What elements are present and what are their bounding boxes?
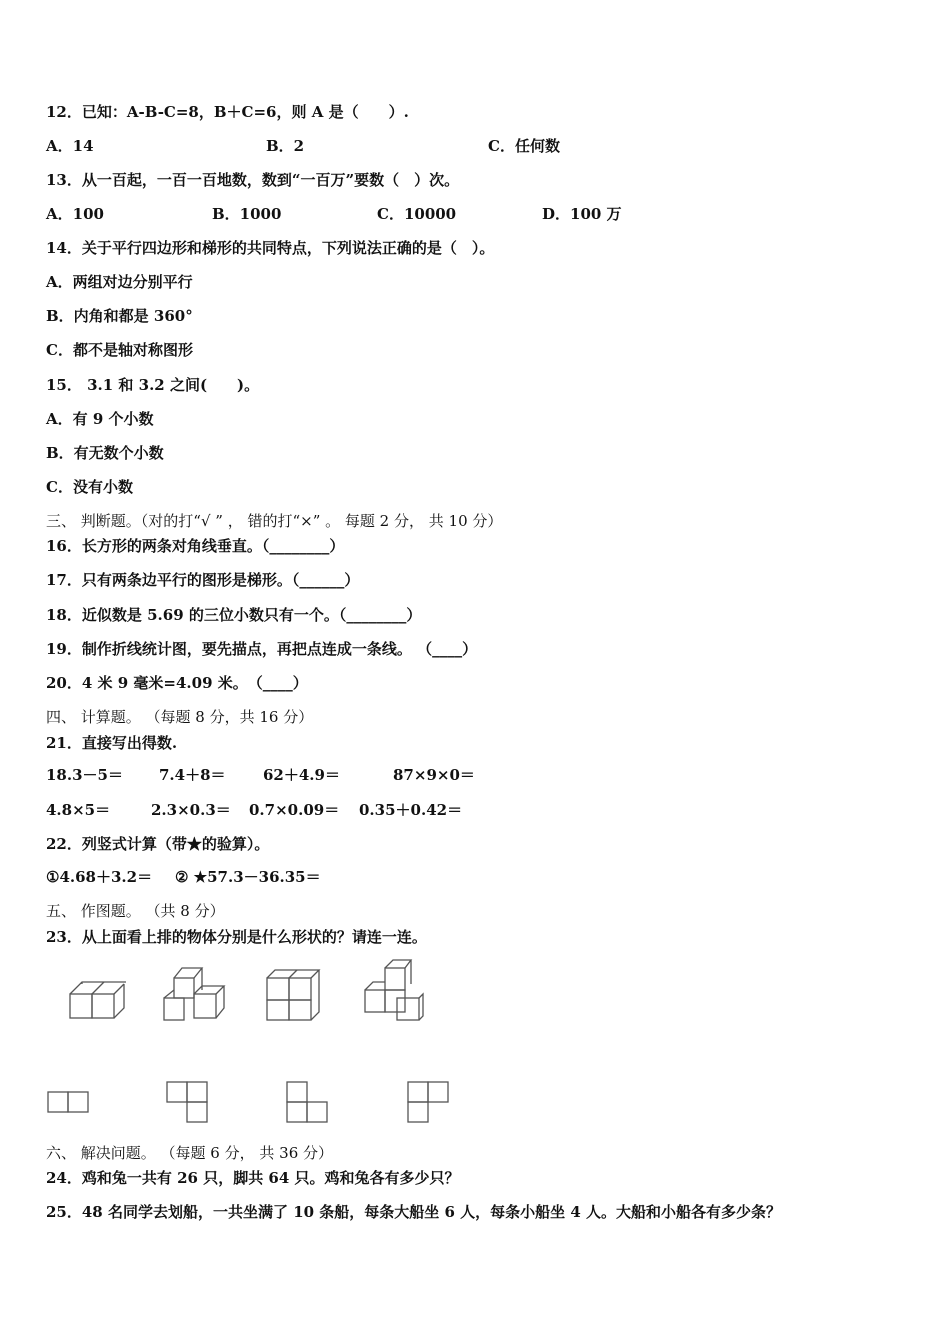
q12-stem: 12．已知：A-B-C=8，B＋C=6，则 A 是（ ）.: [46, 103, 409, 121]
top-view-4[interactable]: [406, 1080, 454, 1128]
q21-calc: 62＋4.9＝: [263, 766, 340, 784]
section-6-heading: 六、 解决问题。 （每题 6 分， 共 36 分）: [46, 1144, 334, 1162]
q12-option-a[interactable]: A．14: [46, 137, 94, 155]
q13-option-c[interactable]: C．10000: [377, 205, 457, 223]
q21-calc: 87×9×0＝: [393, 766, 475, 784]
q21-calc: 0.35＋0.42＝: [359, 801, 463, 819]
q19: 19．制作折线统计图，要先描点，再把点连成一条线。 （____）: [46, 640, 478, 658]
cube-figure-4[interactable]: [357, 958, 425, 1024]
q14-option-b[interactable]: B．内角和都是 360°: [46, 307, 193, 325]
cube-figure-1[interactable]: [66, 972, 126, 1024]
q21-calc: 7.4＋8＝: [159, 766, 226, 784]
q21-calc: 2.3×0.3＝: [151, 801, 231, 819]
q15-option-a[interactable]: A．有 9 个小数: [46, 410, 154, 428]
q22-stem: 22．列竖式计算（带★的验算）。: [46, 835, 270, 853]
section-4-heading: 四、 计算题。 （每题 8 分，共 16 分）: [46, 708, 314, 726]
q21-calc: 0.7×0.09＝: [249, 801, 340, 819]
q21-calc: 4.8×5＝: [46, 801, 111, 819]
section-3-heading: 三、 判断题。（对的打“√ ” ， 错的打“×” 。 每题 2 分， 共 10 分）: [46, 512, 503, 530]
q25: 25．48 名同学去划船，一共坐满了 10 条船，每条大船坐 6 人，每条小船坐 4 人。大船和小船各有多少条？: [46, 1203, 782, 1221]
q13-stem: 13．从一百起，一百一百地数，数到“一百万”要数（ ）次。: [46, 171, 460, 189]
top-view-1[interactable]: [46, 1090, 92, 1116]
q12-option-b[interactable]: B．2: [266, 137, 305, 155]
q21-stem: 21．直接写出得数.: [46, 734, 178, 752]
q22-item-1: ①4.68＋3.2＝: [46, 868, 153, 886]
q17: 17．只有两条边平行的图形是梯形。（______）: [46, 571, 360, 589]
q15-stem: 15． 3.1 和 3.2 之间( )。: [46, 376, 260, 394]
q21-calc: 18.3－5＝: [46, 766, 123, 784]
q14-option-a[interactable]: A．两组对边分别平行: [46, 273, 193, 291]
top-view-2[interactable]: [165, 1080, 213, 1126]
section-5-heading: 五、 作图题。 （共 8 分）: [46, 902, 225, 920]
q12-option-c[interactable]: C．任何数: [488, 137, 560, 155]
q14-stem: 14．关于平行四边形和梯形的共同特点，下列说法正确的是（ ）。: [46, 239, 495, 257]
q16: 16．长方形的两条对角线垂直。（________）: [46, 537, 345, 555]
cube-figure-3[interactable]: [263, 966, 321, 1024]
q22-item-2: ② ★57.3－36.35＝: [175, 868, 321, 886]
q18: 18．近似数是 5.69 的三位小数只有一个。（________）: [46, 606, 422, 624]
q15-option-b[interactable]: B．有无数个小数: [46, 444, 164, 462]
q23-stem: 23．从上面看上排的物体分别是什么形状的？请连一连。: [46, 928, 427, 946]
q14-option-c[interactable]: C．都不是轴对称图形: [46, 341, 193, 359]
q24: 24．鸡和兔一共有 26 只，脚共 64 只。鸡和兔各有多少只？: [46, 1169, 460, 1187]
q13-option-b[interactable]: B．1000: [212, 205, 282, 223]
q13-option-a[interactable]: A．100: [46, 205, 104, 223]
q20: 20．4 米 9 毫米=4.09 米。 （____）: [46, 674, 308, 692]
top-view-3[interactable]: [285, 1080, 333, 1128]
q13-option-d[interactable]: D．100 万: [542, 205, 622, 223]
q15-option-c[interactable]: C．没有小数: [46, 478, 133, 496]
cube-figure-2[interactable]: [160, 964, 226, 1026]
